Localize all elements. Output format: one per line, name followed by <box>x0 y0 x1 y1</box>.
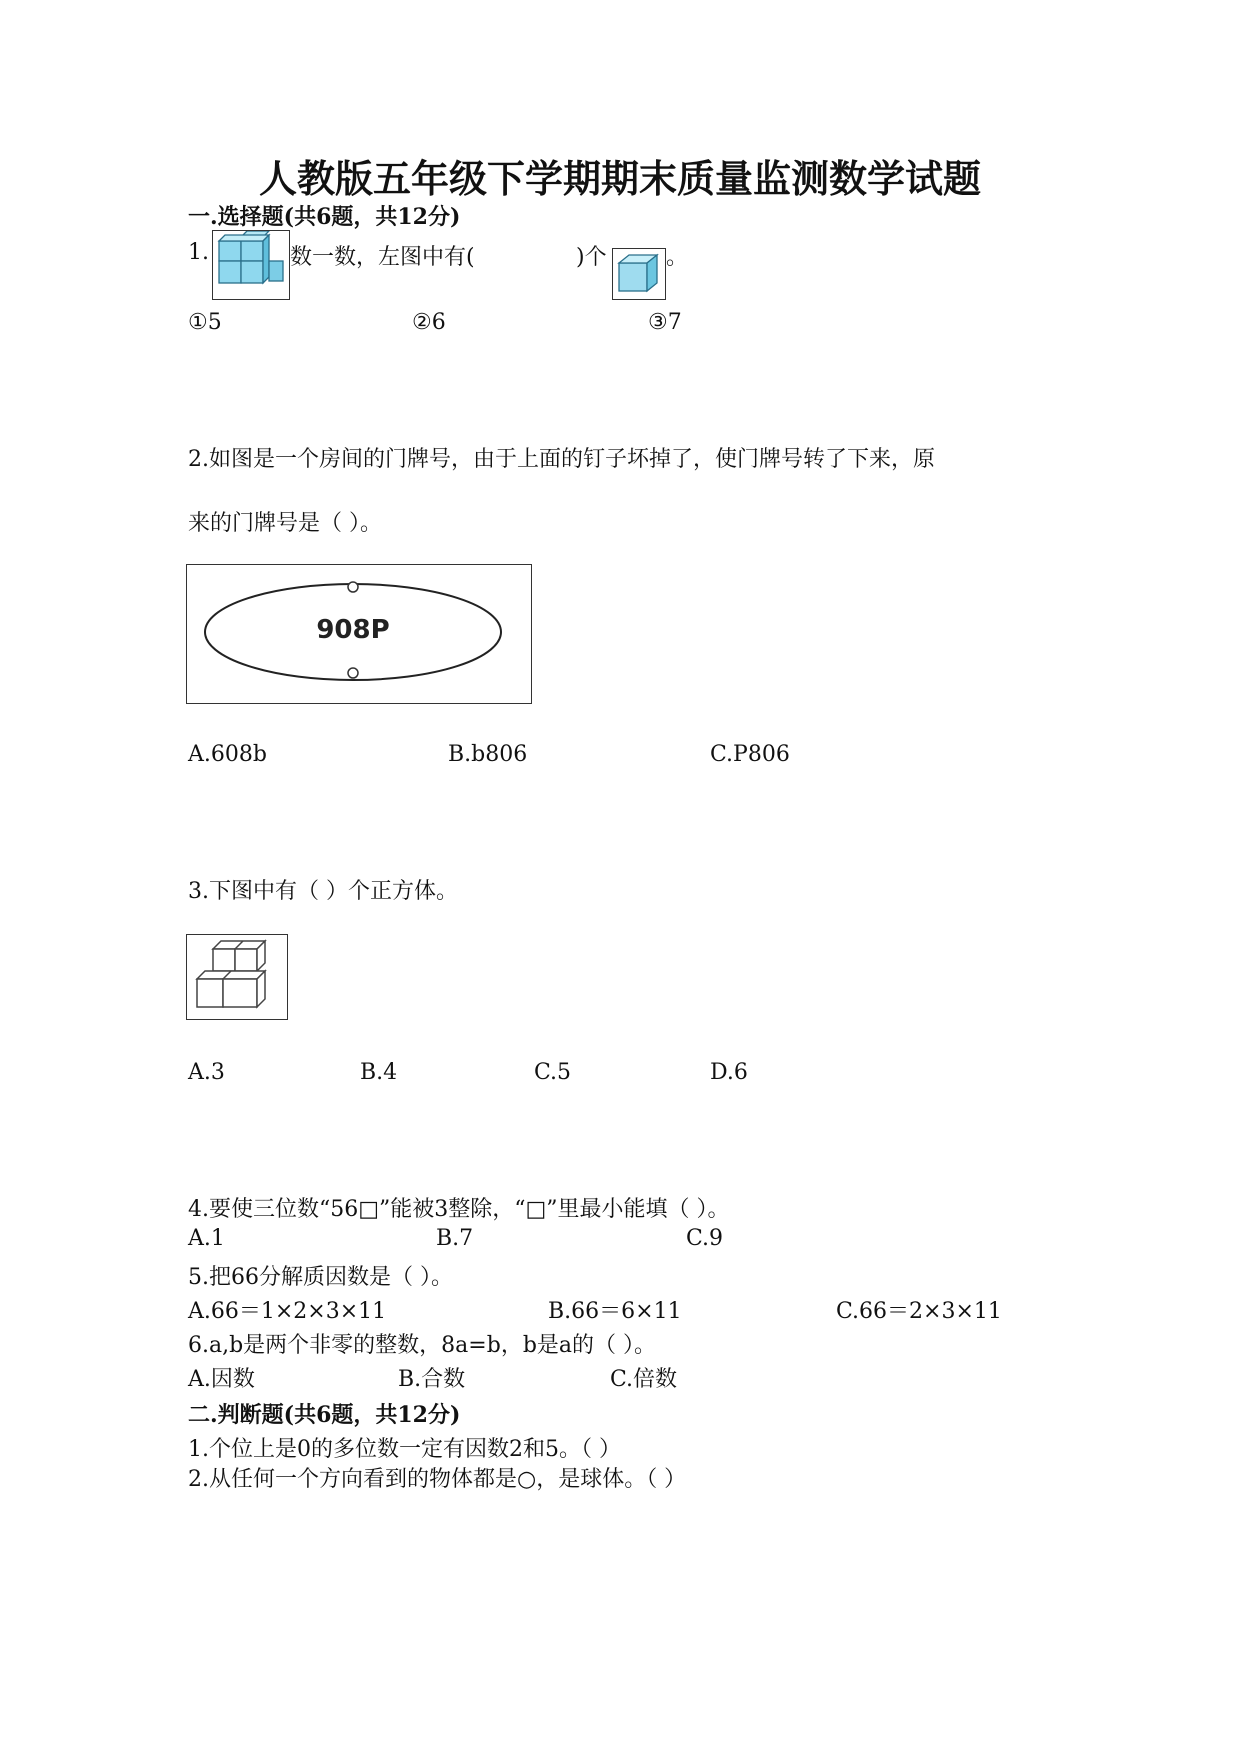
q5-option-c: C.66＝2×3×11 <box>836 1299 1002 1324</box>
q5-text: 5.把66分解质因数是（ ）。 <box>188 1265 453 1290</box>
q5-option-b: B.66＝6×11 <box>548 1299 682 1324</box>
q1-single-cube-figure <box>612 248 666 300</box>
q1-cube-stack-figure <box>212 230 290 300</box>
q3-option-c: C.5 <box>534 1060 572 1085</box>
q1-option-3: ③7 <box>648 310 682 335</box>
q4-option-b: B.7 <box>436 1226 474 1251</box>
q1-option-2: ②6 <box>412 310 446 335</box>
door-plate-figure <box>186 564 532 704</box>
q3-option-d: D.6 <box>710 1060 748 1085</box>
q4-option-a: A.1 <box>188 1226 225 1251</box>
q2-option-a: A.608b <box>188 742 267 767</box>
judge-item-2: 2.从任何一个方向看到的物体都是○，是球体。（ ） <box>188 1467 687 1492</box>
door-plate-number: 908P <box>316 615 390 645</box>
q1-text-a: 数一数，左图中有( <box>290 245 475 270</box>
q1-text-c: 。 <box>666 245 689 270</box>
q1-number: 1. <box>188 240 209 265</box>
q2-text-line2: 来的门牌号是（ ）。 <box>188 511 382 536</box>
q2-option-b: B.b806 <box>448 742 528 767</box>
q2-option-c: C.P806 <box>710 742 790 767</box>
judge-item-1: 1.个位上是0的多位数一定有因数2和5。（ ） <box>188 1437 621 1462</box>
q3-option-a: A.3 <box>188 1060 225 1085</box>
q2-text-line1: 2.如图是一个房间的门牌号，由于上面的钉子坏掉了，使门牌号转了下来，原 <box>188 447 935 472</box>
q3-text: 3.下图中有（ ）个正方体。 <box>188 879 458 904</box>
q1-text-b: )个 <box>576 245 607 270</box>
q4-option-c: C.9 <box>686 1226 724 1251</box>
q6-text: 6.a,b是两个非零的整数，8a=b，b是a的（ ）。 <box>188 1333 657 1358</box>
page-title: 人教版五年级下学期期末质量监测数学试题 <box>258 156 981 201</box>
q4-text: 4.要使三位数“56□”能被3整除，“□”里最小能填（ ）。 <box>188 1197 730 1222</box>
q6-option-b: B.合数 <box>398 1367 466 1392</box>
q6-option-c: C.倍数 <box>610 1367 678 1392</box>
q3-cube-figure <box>186 934 288 1020</box>
q5-option-a: A.66＝1×2×3×11 <box>188 1299 387 1324</box>
q3-option-b: B.4 <box>360 1060 398 1085</box>
q1-option-1: ①5 <box>188 310 222 335</box>
section-heading-judge: 二.判断题(共6题，共12分) <box>188 1402 461 1428</box>
q6-option-a: A.因数 <box>188 1367 255 1392</box>
section-heading-choice: 一.选择题(共6题，共12分) <box>188 204 461 230</box>
